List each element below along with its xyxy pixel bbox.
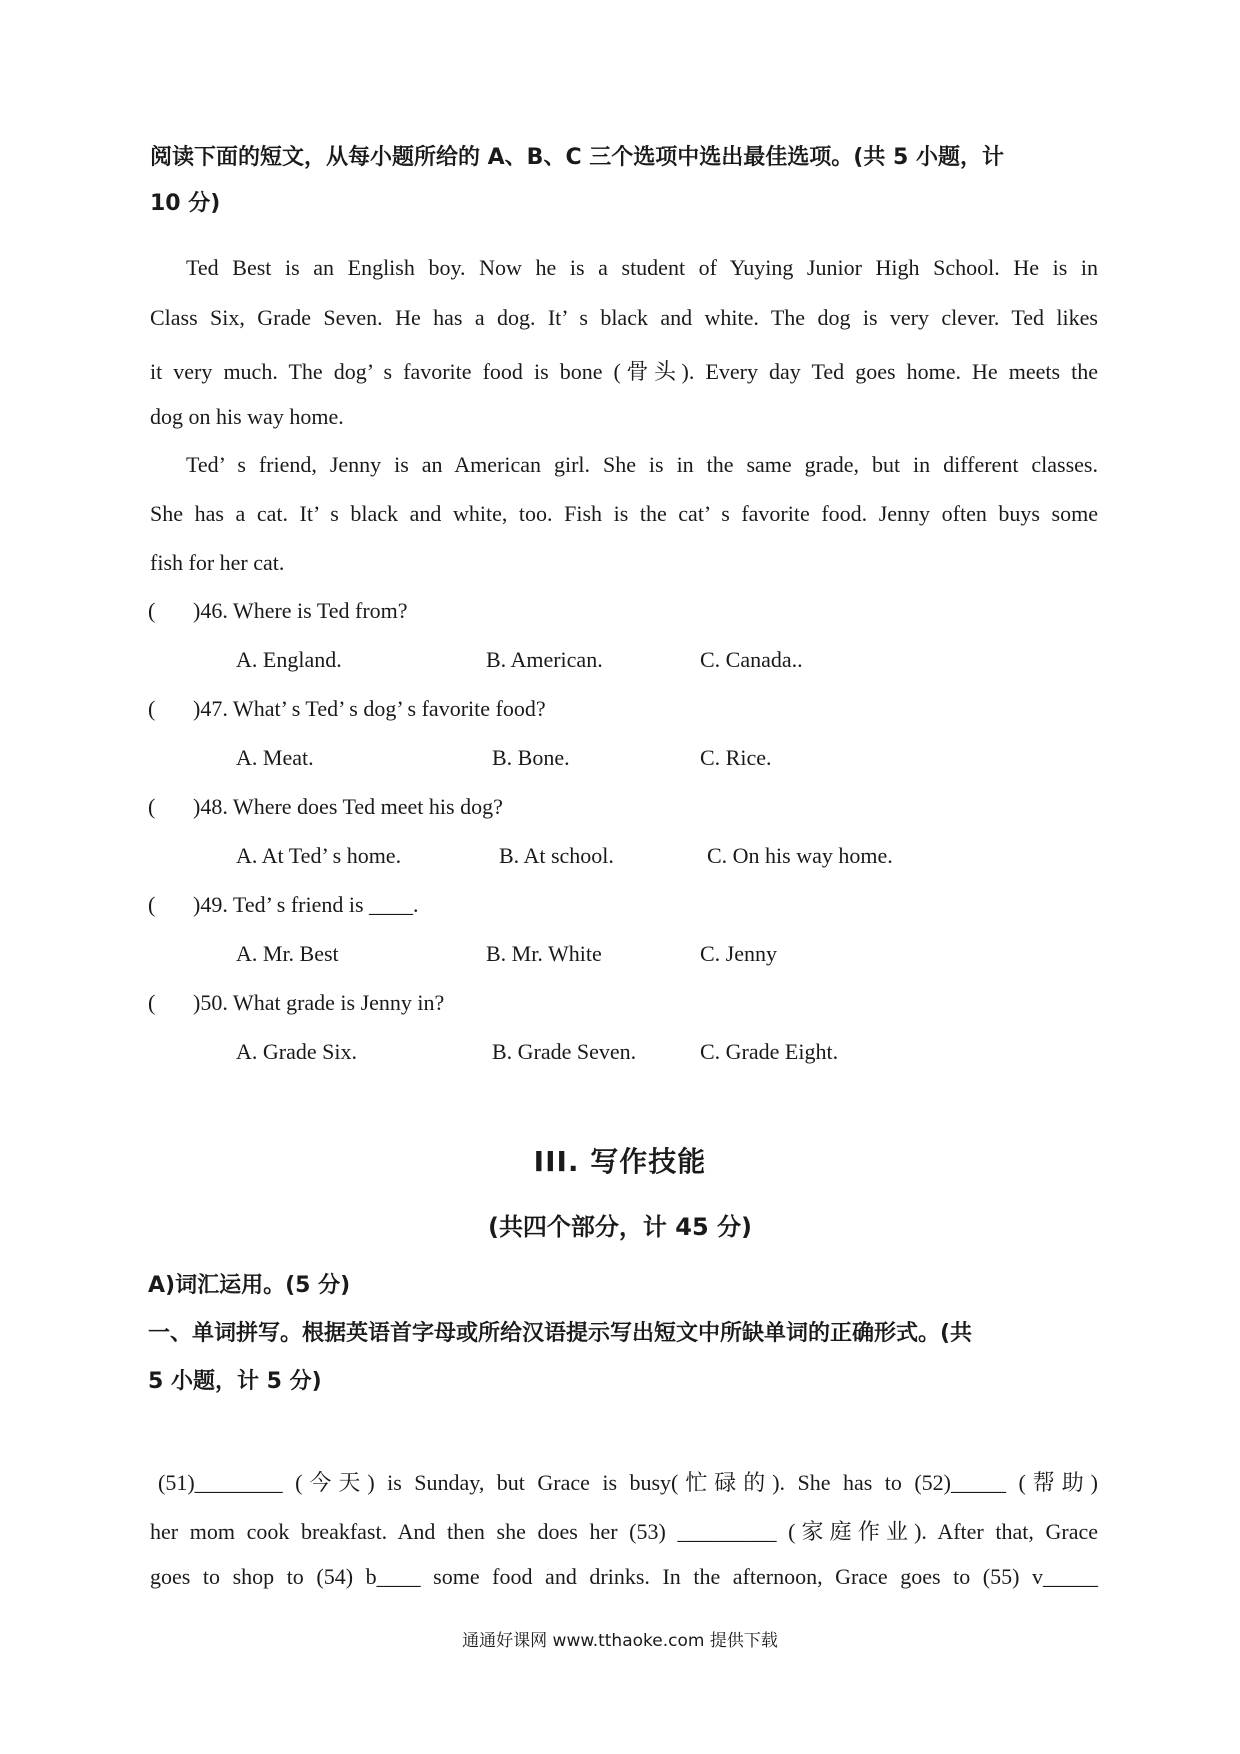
section-subtitle: (共四个部分，计 45 分)	[487, 1213, 753, 1241]
option-b: B. American.	[486, 647, 603, 672]
option-c: C. Canada..	[700, 647, 803, 672]
option-a: A. England.	[236, 647, 342, 672]
passage-line: Ted Best is an English boy. Now he is a student of Yuying Junior High School. He is in	[186, 255, 1098, 280]
part-one-instruction-line2: 5 小题，计 5 分)	[148, 1369, 322, 1394]
passage-line: dog on his way home.	[150, 404, 344, 429]
option-a: A. Meat.	[236, 745, 314, 770]
option-a: A. At Ted’ s home.	[236, 843, 402, 868]
footer-source: 通通好课网 www.tthaoke.com 提供下载	[462, 1631, 778, 1651]
question-50: )50. What grade is Jenny in?	[193, 990, 445, 1015]
reading-instruction-line2: 10 分)	[150, 191, 221, 216]
question-46: )46. Where is Ted from?	[193, 598, 408, 623]
section-title: III. 写作技能	[533, 1145, 707, 1178]
spelling-passage-line: (51)________ (今天) is Sunday, but Grace is busy(忙碌的). She has to (52)_____ (帮助)	[158, 1470, 1098, 1495]
passage-line: fish for her cat.	[150, 550, 285, 575]
passage-line: it very much. The dog’ s favorite food is bone (骨头). Every day Ted goes home. He meets the	[150, 359, 1098, 384]
option-b: B. Grade Seven.	[492, 1039, 637, 1064]
question-48: )48. Where does Ted meet his dog?	[193, 794, 503, 819]
answer-paren: (	[148, 696, 156, 721]
option-b: B. Mr. White	[486, 941, 602, 966]
question-49: )49. Ted’ s friend is ____.	[193, 892, 419, 917]
option-b: B. Bone.	[492, 745, 570, 770]
answer-paren: (	[148, 892, 156, 917]
part-one-instruction-line1: 一、单词拼写。根据英语首字母或所给汉语提示写出短文中所缺单词的正确形式。(共	[148, 1321, 973, 1346]
option-c: C. Jenny	[700, 941, 777, 966]
answer-paren: (	[148, 794, 156, 819]
passage-line: Class Six, Grade Seven. He has a dog. It’ s black and white. The dog is very clever. Ted likes	[150, 305, 1098, 330]
option-a: A. Grade Six.	[236, 1039, 357, 1064]
option-a: A. Mr. Best	[236, 941, 339, 966]
spelling-passage-line: goes to shop to (54) b____ some food and drinks. In the afternoon, Grace goes to (55) v_____	[150, 1564, 1098, 1589]
reading-instruction-line1: 阅读下面的短文，从每小题所给的 A、B、C 三个选项中选出最佳选项。(共 5 小题，计	[150, 145, 1004, 170]
spelling-passage-line: her mom cook breakfast. And then she does her (53) _________ (家庭作业). After that, Grace	[150, 1519, 1098, 1544]
option-c: C. Rice.	[700, 745, 772, 770]
answer-paren: (	[148, 598, 156, 623]
option-b: B. At school.	[499, 843, 614, 868]
passage-line: She has a cat. It’ s black and white, too. Fish is the cat’ s favorite food. Jenny often buys some	[150, 501, 1098, 526]
option-c: C. On his way home.	[707, 843, 893, 868]
question-47: )47. What’ s Ted’ s dog’ s favorite food?	[193, 696, 546, 721]
passage-line: Ted’ s friend, Jenny is an American girl. She is in the same grade, but in different classes.	[186, 452, 1098, 477]
part-a-heading: A)词汇运用。(5 分)	[148, 1273, 351, 1298]
option-c: C. Grade Eight.	[700, 1039, 839, 1064]
answer-paren: (	[148, 990, 156, 1015]
